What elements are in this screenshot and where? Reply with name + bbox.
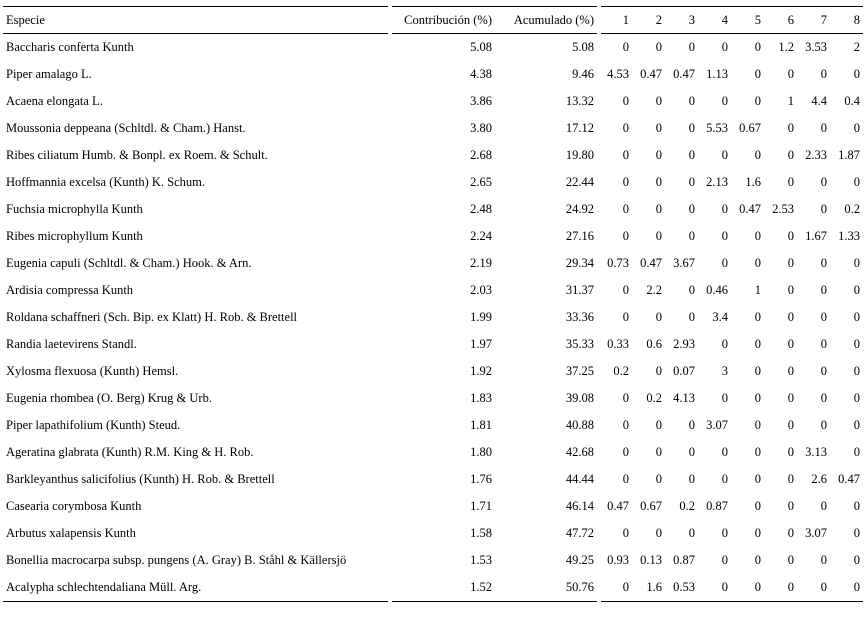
cumulative-value: 46.14 bbox=[565, 499, 594, 513]
site-5-value: 0 bbox=[754, 499, 761, 513]
site-2-value: 0 bbox=[655, 40, 662, 54]
site-5-value: 0 bbox=[754, 418, 761, 432]
site-1-value: 0 bbox=[599, 520, 632, 547]
contribution-value: 2.48 bbox=[390, 196, 495, 223]
header-row bbox=[3, 7, 863, 34]
cumulative-value: 22.44 bbox=[565, 175, 594, 189]
cumulative-value: 37.25 bbox=[565, 364, 594, 378]
site-1-value: 4.53 bbox=[599, 61, 632, 88]
site-5-value: 0 bbox=[754, 391, 761, 405]
site-5-value: 0 bbox=[754, 40, 761, 54]
site-8-value: 0 bbox=[853, 445, 860, 459]
site-6-value: 1.2 bbox=[778, 40, 794, 54]
site-6-value: 0 bbox=[787, 67, 794, 81]
site-1-value: 0.93 bbox=[599, 547, 632, 574]
table-row bbox=[3, 385, 863, 412]
site-8-value: 0 bbox=[853, 67, 860, 81]
site-4-value: 2.13 bbox=[706, 175, 728, 189]
site-8-value: 0 bbox=[853, 526, 860, 540]
site-1-value: 0 bbox=[599, 196, 632, 223]
site-8-value: 1.33 bbox=[838, 229, 860, 243]
site-7-value: 0 bbox=[820, 175, 827, 189]
site-7-value: 2.6 bbox=[811, 472, 827, 486]
table-row bbox=[3, 277, 863, 304]
contribution-value: 4.38 bbox=[390, 61, 495, 88]
site-1-value: 0 bbox=[599, 304, 632, 331]
species-name: Bonellia macrocarpa subsp. pungens (A. Gray) B. Ståhl & Källersjö bbox=[6, 553, 347, 567]
site-8-value: 0 bbox=[853, 121, 860, 135]
site-4-value: 0 bbox=[721, 94, 728, 108]
site-3-value: 3.67 bbox=[673, 256, 695, 270]
site-4-value: 0 bbox=[721, 472, 728, 486]
site-8-value: 0 bbox=[853, 310, 860, 324]
site-6-value: 0 bbox=[787, 553, 794, 567]
site-4-value: 0 bbox=[721, 202, 728, 216]
site-8-value: 0.47 bbox=[838, 472, 860, 486]
species-name: Eugenia rhombea (O. Berg) Krug & Urb. bbox=[6, 391, 212, 405]
site-7-value: 0 bbox=[820, 364, 827, 378]
species-name: Casearia corymbosa Kunth bbox=[6, 499, 142, 513]
site-2-value: 0.13 bbox=[640, 553, 662, 567]
site-3-value: 0 bbox=[688, 229, 695, 243]
table-body bbox=[3, 34, 863, 602]
site-6-value: 2.53 bbox=[772, 202, 794, 216]
species-name: Ribes microphyllum Kunth bbox=[6, 229, 143, 243]
table-row bbox=[3, 574, 863, 602]
site-6-value: 0 bbox=[764, 574, 797, 602]
site-3-value: 0 bbox=[688, 121, 695, 135]
site-2-value: 0.47 bbox=[640, 256, 662, 270]
site-3-value: 0 bbox=[688, 283, 695, 297]
site-3-value: 4.13 bbox=[673, 391, 695, 405]
site-1-value: 0.33 bbox=[599, 331, 632, 358]
site-5-value: 0 bbox=[731, 574, 764, 602]
site-4-value: 0 bbox=[721, 229, 728, 243]
site-7-value: 0 bbox=[797, 574, 830, 602]
site-6-value: 0 bbox=[787, 445, 794, 459]
site-7-value: 0 bbox=[820, 499, 827, 513]
site-4-value: 0 bbox=[721, 40, 728, 54]
site-2-value: 2.2 bbox=[646, 283, 662, 297]
site-8-value: 0 bbox=[830, 574, 863, 602]
header-especie: Especie bbox=[3, 7, 390, 34]
table-row bbox=[3, 61, 863, 88]
cumulative-value: 9.46 bbox=[572, 67, 594, 81]
site-1-value: 0 bbox=[599, 412, 632, 439]
species-name: Randia laetevirens Standl. bbox=[6, 337, 137, 351]
species-name: Ardisia compressa Kunth bbox=[6, 283, 134, 297]
site-6-value: 0 bbox=[787, 121, 794, 135]
site-5-value: 1 bbox=[754, 283, 761, 297]
cumulative-value: 42.68 bbox=[565, 445, 594, 459]
site-7-value: 0 bbox=[820, 337, 827, 351]
site-5-value: 0 bbox=[754, 148, 761, 162]
cumulative-value: 29.34 bbox=[565, 256, 594, 270]
site-2-value: 0 bbox=[655, 229, 662, 243]
site-4-value: 3.07 bbox=[706, 418, 728, 432]
header-site-4: 4 bbox=[698, 7, 731, 34]
site-8-value: 0 bbox=[853, 499, 860, 513]
site-4-value: 0.46 bbox=[706, 283, 728, 297]
site-1-value: 0 bbox=[599, 142, 632, 169]
site-7-value: 0 bbox=[820, 121, 827, 135]
cumulative-value: 40.88 bbox=[565, 418, 594, 432]
species-name: Eugenia capuli (Schltdl. & Cham.) Hook. & Arn. bbox=[6, 256, 252, 270]
header-site-1: 1 bbox=[599, 7, 632, 34]
contribution-value: 2.24 bbox=[390, 223, 495, 250]
table-row bbox=[3, 169, 863, 196]
site-8-value: 0 bbox=[853, 256, 860, 270]
species-name: Acalypha schlechtendaliana Müll. Arg. bbox=[3, 574, 390, 602]
site-5-value: 0.47 bbox=[739, 202, 761, 216]
site-8-value: 0 bbox=[853, 418, 860, 432]
cumulative-value: 33.36 bbox=[565, 310, 594, 324]
species-name: Ribes ciliatum Humb. & Bonpl. ex Roem. & Schult. bbox=[6, 148, 268, 162]
site-1-value: 0 bbox=[599, 439, 632, 466]
header-site-6: 6 bbox=[764, 7, 797, 34]
table-row bbox=[3, 358, 863, 385]
table-row bbox=[3, 88, 863, 115]
cumulative-value: 19.80 bbox=[565, 148, 594, 162]
site-1-value: 0 bbox=[599, 385, 632, 412]
site-5-value: 0 bbox=[754, 94, 761, 108]
site-5-value: 0 bbox=[754, 364, 761, 378]
contribution-value: 1.80 bbox=[390, 439, 495, 466]
contribution-value: 1.97 bbox=[390, 331, 495, 358]
site-8-value: 0 bbox=[853, 391, 860, 405]
table-row bbox=[3, 439, 863, 466]
site-3-value: 0.2 bbox=[679, 499, 695, 513]
table-row bbox=[3, 547, 863, 574]
site-7-value: 3.07 bbox=[805, 526, 827, 540]
species-name: Piper lapathifolium (Kunth) Steud. bbox=[6, 418, 181, 432]
table-row bbox=[3, 142, 863, 169]
table-row bbox=[3, 493, 863, 520]
species-name: Xylosma flexuosa (Kunth) Hemsl. bbox=[6, 364, 179, 378]
site-8-value: 0.2 bbox=[844, 202, 860, 216]
site-6-value: 0 bbox=[787, 310, 794, 324]
site-3-value: 0 bbox=[688, 418, 695, 432]
site-6-value: 0 bbox=[787, 526, 794, 540]
cumulative-value: 44.44 bbox=[565, 472, 594, 486]
site-4-value: 0 bbox=[721, 445, 728, 459]
site-4-value: 3.4 bbox=[712, 310, 728, 324]
site-7-value: 3.13 bbox=[805, 445, 827, 459]
site-7-value: 3.53 bbox=[805, 40, 827, 54]
site-3-value: 0 bbox=[688, 526, 695, 540]
header-site-3: 3 bbox=[665, 7, 698, 34]
site-3-value: 0 bbox=[688, 445, 695, 459]
site-5-value: 1.6 bbox=[745, 175, 761, 189]
species-name: Barkleyanthus salicifolius (Kunth) H. Rob. & Brettell bbox=[6, 472, 275, 486]
contribution-value: 1.58 bbox=[390, 520, 495, 547]
site-6-value: 0 bbox=[787, 364, 794, 378]
site-8-value: 0 bbox=[853, 283, 860, 297]
contribution-value: 3.86 bbox=[390, 88, 495, 115]
cumulative-value: 49.25 bbox=[565, 553, 594, 567]
table-header bbox=[3, 7, 863, 34]
site-8-value: 1.87 bbox=[838, 148, 860, 162]
contribution-value: 1.53 bbox=[390, 547, 495, 574]
site-4-value: 0 bbox=[721, 148, 728, 162]
site-8-value: 0 bbox=[853, 175, 860, 189]
site-6-value: 0 bbox=[787, 256, 794, 270]
site-1-value: 0 bbox=[599, 277, 632, 304]
site-3-value: 0 bbox=[688, 175, 695, 189]
site-2-value: 0 bbox=[655, 310, 662, 324]
table-row bbox=[3, 250, 863, 277]
site-3-value: 0.53 bbox=[665, 574, 698, 602]
contribution-value: 1.99 bbox=[390, 304, 495, 331]
species-name: Acaena elongata L. bbox=[6, 94, 103, 108]
species-name: Baccharis conferta Kunth bbox=[6, 40, 134, 54]
species-name: Arbutus xalapensis Kunth bbox=[6, 526, 136, 540]
contribution-value: 1.81 bbox=[390, 412, 495, 439]
cumulative-value: 27.16 bbox=[565, 229, 594, 243]
site-6-value: 0 bbox=[787, 472, 794, 486]
site-7-value: 0 bbox=[820, 256, 827, 270]
site-4-value: 0 bbox=[698, 574, 731, 602]
site-7-value: 0 bbox=[820, 202, 827, 216]
contribution-value: 1.71 bbox=[390, 493, 495, 520]
cumulative-value: 50.76 bbox=[495, 574, 599, 602]
site-3-value: 0.47 bbox=[673, 67, 695, 81]
site-7-value: 0 bbox=[820, 391, 827, 405]
site-7-value: 0 bbox=[820, 553, 827, 567]
header-site-5: 5 bbox=[731, 7, 764, 34]
site-5-value: 0 bbox=[754, 67, 761, 81]
cumulative-value: 35.33 bbox=[565, 337, 594, 351]
site-4-value: 0 bbox=[721, 526, 728, 540]
site-2-value: 0 bbox=[655, 364, 662, 378]
site-2-value: 1.6 bbox=[632, 574, 665, 602]
cumulative-value: 17.12 bbox=[565, 121, 594, 135]
site-3-value: 0 bbox=[688, 94, 695, 108]
site-2-value: 0 bbox=[655, 175, 662, 189]
site-3-value: 0 bbox=[688, 310, 695, 324]
site-1-value: 0 bbox=[599, 466, 632, 493]
cumulative-value: 5.08 bbox=[572, 40, 594, 54]
site-3-value: 0.87 bbox=[673, 553, 695, 567]
table-row bbox=[3, 304, 863, 331]
site-6-value: 0 bbox=[787, 418, 794, 432]
site-8-value: 0 bbox=[853, 337, 860, 351]
header-contribucion: Contribución (%) bbox=[390, 7, 495, 34]
table-row bbox=[3, 331, 863, 358]
table-row bbox=[3, 412, 863, 439]
contribution-value: 2.65 bbox=[390, 169, 495, 196]
site-2-value: 0.2 bbox=[646, 391, 662, 405]
site-5-value: 0 bbox=[754, 553, 761, 567]
species-name: Hoffmannia excelsa (Kunth) K. Schum. bbox=[6, 175, 206, 189]
site-5-value: 0 bbox=[754, 310, 761, 324]
site-3-value: 0 bbox=[688, 472, 695, 486]
site-6-value: 0 bbox=[787, 283, 794, 297]
site-8-value: 0.4 bbox=[844, 94, 860, 108]
site-1-value: 0 bbox=[599, 115, 632, 142]
site-6-value: 0 bbox=[787, 391, 794, 405]
site-3-value: 2.93 bbox=[673, 337, 695, 351]
site-2-value: 0 bbox=[655, 526, 662, 540]
site-2-value: 0.6 bbox=[646, 337, 662, 351]
site-2-value: 0 bbox=[655, 472, 662, 486]
site-4-value: 0.87 bbox=[706, 499, 728, 513]
contribution-value: 2.19 bbox=[390, 250, 495, 277]
header-site-7: 7 bbox=[797, 7, 830, 34]
table-row bbox=[3, 34, 863, 62]
site-6-value: 0 bbox=[787, 499, 794, 513]
site-2-value: 0.67 bbox=[640, 499, 662, 513]
species-name: Fuchsia microphylla Kunth bbox=[6, 202, 143, 216]
site-7-value: 0 bbox=[820, 418, 827, 432]
header-acumulado: Acumulado (%) bbox=[495, 7, 599, 34]
cumulative-value: 13.32 bbox=[565, 94, 594, 108]
site-1-value: 0.2 bbox=[599, 358, 632, 385]
site-1-value: 0 bbox=[599, 223, 632, 250]
site-2-value: 0.47 bbox=[640, 67, 662, 81]
site-6-value: 0 bbox=[787, 229, 794, 243]
site-6-value: 0 bbox=[787, 175, 794, 189]
site-8-value: 0 bbox=[853, 364, 860, 378]
table-row bbox=[3, 196, 863, 223]
site-1-value: 0.47 bbox=[599, 493, 632, 520]
site-5-value: 0 bbox=[754, 472, 761, 486]
site-5-value: 0 bbox=[754, 445, 761, 459]
table-row bbox=[3, 520, 863, 547]
contribution-value: 2.68 bbox=[390, 142, 495, 169]
site-4-value: 0 bbox=[721, 256, 728, 270]
site-6-value: 1 bbox=[787, 94, 794, 108]
table-row bbox=[3, 466, 863, 493]
contribution-value: 3.80 bbox=[390, 115, 495, 142]
site-5-value: 0 bbox=[754, 229, 761, 243]
contribution-value: 2.03 bbox=[390, 277, 495, 304]
species-name: Moussonia deppeana (Schltdl. & Cham.) Hanst. bbox=[6, 121, 246, 135]
site-8-value: 2 bbox=[853, 40, 860, 54]
table-row bbox=[3, 223, 863, 250]
site-2-value: 0 bbox=[655, 148, 662, 162]
species-name: Piper amalago L. bbox=[6, 67, 92, 81]
site-3-value: 0 bbox=[688, 40, 695, 54]
contribution-value: 5.08 bbox=[390, 34, 495, 62]
site-1-value: 0 bbox=[599, 574, 632, 602]
contribution-value: 1.76 bbox=[390, 466, 495, 493]
contribution-value: 1.92 bbox=[390, 358, 495, 385]
site-1-value: 0.73 bbox=[599, 250, 632, 277]
header-site-2: 2 bbox=[632, 7, 665, 34]
site-2-value: 0 bbox=[655, 445, 662, 459]
site-1-value: 0 bbox=[599, 169, 632, 196]
table-row bbox=[3, 115, 863, 142]
site-7-value: 0 bbox=[820, 67, 827, 81]
site-5-value: 0 bbox=[754, 337, 761, 351]
site-5-value: 0.67 bbox=[739, 121, 761, 135]
site-1-value: 0 bbox=[599, 88, 632, 115]
cumulative-value: 47.72 bbox=[565, 526, 594, 540]
contribution-value: 1.52 bbox=[390, 574, 495, 602]
header-site-8: 8 bbox=[830, 7, 863, 34]
site-2-value: 0 bbox=[655, 202, 662, 216]
site-7-value: 0 bbox=[820, 283, 827, 297]
site-5-value: 0 bbox=[754, 526, 761, 540]
site-4-value: 0 bbox=[721, 337, 728, 351]
site-1-value: 0 bbox=[599, 34, 632, 62]
site-3-value: 0 bbox=[688, 202, 695, 216]
species-contribution-table bbox=[3, 6, 863, 602]
contribution-value: 1.83 bbox=[390, 385, 495, 412]
cumulative-value: 24.92 bbox=[565, 202, 594, 216]
cumulative-value: 39.08 bbox=[565, 391, 594, 405]
species-name: Ageratina glabrata (Kunth) R.M. King & H. Rob. bbox=[6, 445, 254, 459]
cumulative-value: 31.37 bbox=[565, 283, 594, 297]
site-7-value: 0 bbox=[820, 310, 827, 324]
site-7-value: 2.33 bbox=[805, 148, 827, 162]
site-8-value: 0 bbox=[853, 553, 860, 567]
species-name: Roldana schaffneri (Sch. Bip. ex Klatt) H. Rob. & Brettell bbox=[6, 310, 298, 324]
site-7-value: 4.4 bbox=[811, 94, 827, 108]
site-5-value: 0 bbox=[754, 256, 761, 270]
site-2-value: 0 bbox=[655, 418, 662, 432]
site-4-value: 0 bbox=[721, 553, 728, 567]
site-6-value: 0 bbox=[787, 148, 794, 162]
site-6-value: 0 bbox=[787, 337, 794, 351]
site-4-value: 3 bbox=[721, 364, 728, 378]
site-2-value: 0 bbox=[655, 94, 662, 108]
site-4-value: 1.13 bbox=[706, 67, 728, 81]
site-3-value: 0.07 bbox=[673, 364, 695, 378]
site-2-value: 0 bbox=[655, 121, 662, 135]
site-4-value: 5.53 bbox=[706, 121, 728, 135]
site-3-value: 0 bbox=[688, 148, 695, 162]
site-4-value: 0 bbox=[721, 391, 728, 405]
site-7-value: 1.67 bbox=[805, 229, 827, 243]
